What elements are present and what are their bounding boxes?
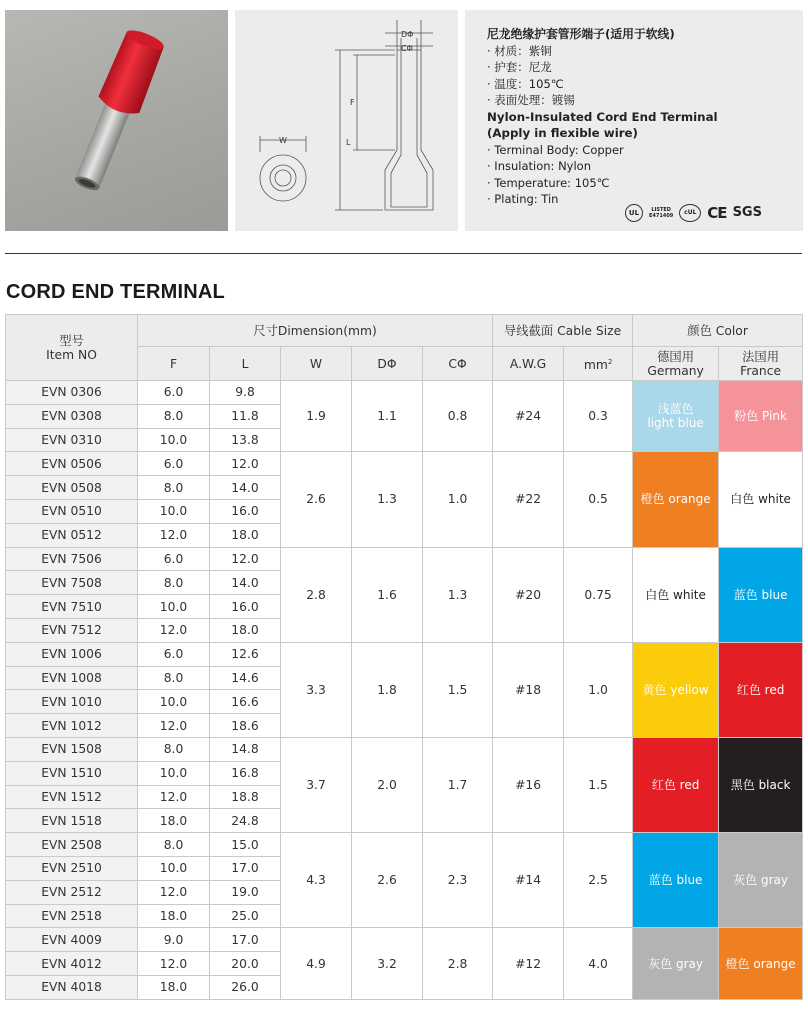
spec-title-en: Nylon-Insulated Cord End Terminal <box>487 109 718 124</box>
spec-line-cn: · 护套：尼龙 <box>487 60 552 74</box>
header-germany <box>633 347 719 381</box>
f-cell: 6.0 <box>138 452 210 476</box>
l-cell: 16.0 <box>210 595 281 619</box>
item-no-cell: EVN 1512 <box>6 785 138 809</box>
item-no-cell: EVN 1510 <box>6 761 138 785</box>
w-cell: 2.8 <box>281 547 352 642</box>
item-no-cell: EVN 1010 <box>6 690 138 714</box>
c-phi-cell: 1.7 <box>423 737 493 832</box>
c-phi-cell: 1.5 <box>423 642 493 737</box>
germany-color-cell <box>633 833 719 928</box>
mm2-cell: 0.5 <box>564 452 633 547</box>
item-no-cell: EVN 4009 <box>6 928 138 952</box>
germany-color-cell <box>633 642 719 737</box>
germany-color-label: 浅蓝色 <box>657 402 694 417</box>
l-cell: 12.0 <box>210 547 281 571</box>
mm2-cell: 1.0 <box>564 642 633 737</box>
section-divider <box>5 253 802 254</box>
awg-cell: #22 <box>493 452 564 547</box>
l-cell: 18.8 <box>210 785 281 809</box>
c-phi-cell: 2.8 <box>423 928 493 999</box>
f-cell: 8.0 <box>138 737 210 761</box>
end-view-outer <box>260 155 306 201</box>
spec-subtitle-en: (Apply in flexible wire) <box>487 126 638 140</box>
awg-cell: #24 <box>493 381 564 452</box>
item-no-cell: EVN 1008 <box>6 666 138 690</box>
header-d-phi: DΦ <box>352 347 423 381</box>
table-row <box>6 737 803 761</box>
france-color-cell: 白色 white <box>719 452 803 547</box>
item-no-cell: EVN 0310 <box>6 428 138 452</box>
l-cell: 12.0 <box>210 452 281 476</box>
item-no-cell: EVN 0506 <box>6 452 138 476</box>
table-row <box>6 833 803 857</box>
f-cell: 10.0 <box>138 761 210 785</box>
c-phi-cell: 0.8 <box>423 381 493 452</box>
cul-mark-icon: cUL <box>679 204 701 222</box>
l-cell: 20.0 <box>210 952 281 976</box>
d-phi-cell: 1.6 <box>352 547 423 642</box>
awg-cell: #14 <box>493 833 564 928</box>
germany-color-label: 橙色 orange <box>640 492 711 507</box>
f-cell: 12.0 <box>138 880 210 904</box>
spec-line-en: · Temperature: 105℃ <box>487 175 610 190</box>
l-cell: 24.8 <box>210 809 281 833</box>
f-cell: 8.0 <box>138 666 210 690</box>
germany-color-cell <box>633 452 719 547</box>
l-cell: 25.0 <box>210 904 281 928</box>
france-color-cell: 黑色 black <box>719 737 803 832</box>
awg-cell: #16 <box>493 737 564 832</box>
header-mm-text: mm <box>583 358 608 373</box>
technical-drawing <box>235 10 458 231</box>
label-w: W <box>279 136 287 145</box>
table-row <box>6 547 803 571</box>
spec-line-en: · Insulation: Nylon <box>487 159 591 173</box>
table-row <box>6 642 803 666</box>
f-cell: 12.0 <box>138 618 210 642</box>
c-phi-cell: 1.0 <box>423 452 493 547</box>
d-phi-cell: 1.8 <box>352 642 423 737</box>
item-no-cell: EVN 1518 <box>6 809 138 833</box>
c-phi-cell: 1.3 <box>423 547 493 642</box>
d-phi-cell: 2.6 <box>352 833 423 928</box>
item-no-cell: EVN 7512 <box>6 618 138 642</box>
l-cell: 14.6 <box>210 666 281 690</box>
germany-color-label: 白色 white <box>645 587 706 602</box>
product-photo <box>5 10 228 231</box>
item-no-cell: EVN 7506 <box>6 547 138 571</box>
header-item-en: Item NO <box>46 347 97 362</box>
f-cell: 8.0 <box>138 404 210 428</box>
w-cell: 2.6 <box>281 452 352 547</box>
spec-line-cn: · 表面处理：镀锡 <box>487 93 575 107</box>
f-cell: 12.0 <box>138 523 210 547</box>
f-cell: 18.0 <box>138 975 210 999</box>
spec-table <box>5 314 803 1000</box>
header-l: L <box>210 347 281 381</box>
item-no-cell: EVN 0306 <box>6 381 138 405</box>
france-color-cell: 粉色 Pink <box>719 381 803 452</box>
header-france-en: France <box>740 363 782 378</box>
l-cell: 16.8 <box>210 761 281 785</box>
table-row <box>6 381 803 405</box>
header-germany-en: Germany <box>647 363 704 378</box>
germany-color-label: 红色 red <box>651 778 700 793</box>
l-cell: 18.0 <box>210 618 281 642</box>
listed-mark <box>649 207 673 219</box>
table-row <box>6 452 803 476</box>
item-no-cell: EVN 7510 <box>6 595 138 619</box>
listed-text: LISTED <box>651 207 671 213</box>
label-l: L <box>346 138 351 147</box>
header-mm2 <box>564 347 633 381</box>
w-cell: 1.9 <box>281 381 352 452</box>
item-no-cell: EVN 1508 <box>6 737 138 761</box>
section-title: CORD END TERMINAL <box>6 281 225 303</box>
header-germany-cn: 德国用 <box>657 349 695 364</box>
f-cell: 18.0 <box>138 809 210 833</box>
awg-cell: #12 <box>493 928 564 999</box>
f-cell: 12.0 <box>138 785 210 809</box>
spec-line-en: · Plating: Tin <box>487 192 559 206</box>
f-cell: 10.0 <box>138 856 210 880</box>
germany-color-label: 灰色 gray <box>648 956 703 971</box>
item-no-cell: EVN 0308 <box>6 404 138 428</box>
france-color-cell: 蓝色 blue <box>719 547 803 642</box>
item-no-cell: EVN 4012 <box>6 952 138 976</box>
l-cell: 26.0 <box>210 975 281 999</box>
f-cell: 6.0 <box>138 547 210 571</box>
item-no-cell: EVN 4018 <box>6 975 138 999</box>
mm2-cell: 1.5 <box>564 737 633 832</box>
item-no-cell: EVN 0508 <box>6 476 138 500</box>
listed-number: E471409 <box>649 213 674 219</box>
header-france-cn: 法国用 <box>742 349 780 364</box>
ce-mark-icon: CE <box>707 203 727 222</box>
c-phi-cell: 2.3 <box>423 833 493 928</box>
header-w: W <box>281 347 352 381</box>
item-no-cell: EVN 2512 <box>6 880 138 904</box>
end-view-middle <box>270 165 296 191</box>
f-cell: 10.0 <box>138 690 210 714</box>
l-cell: 14.0 <box>210 476 281 500</box>
france-color-cell: 橙色 orange <box>719 928 803 999</box>
label-c-phi: CΦ <box>401 44 413 53</box>
l-cell: 16.6 <box>210 690 281 714</box>
table-row <box>6 928 803 952</box>
germany-color-label: 黄色 yellow <box>642 682 709 697</box>
l-cell: 18.6 <box>210 714 281 738</box>
l-cell: 12.6 <box>210 642 281 666</box>
item-no-cell: EVN 1012 <box>6 714 138 738</box>
cord-end-terminal-photo <box>5 10 228 231</box>
l-cell: 14.8 <box>210 737 281 761</box>
header-awg: A.W.G <box>493 347 564 381</box>
d-phi-cell: 3.2 <box>352 928 423 999</box>
mm2-cell: 2.5 <box>564 833 633 928</box>
f-cell: 18.0 <box>138 904 210 928</box>
header-cable-size: 导线截面 Cable Size <box>493 315 633 347</box>
f-cell: 6.0 <box>138 642 210 666</box>
item-no-cell: EVN 2510 <box>6 856 138 880</box>
f-cell: 12.0 <box>138 714 210 738</box>
l-cell: 13.8 <box>210 428 281 452</box>
f-cell: 8.0 <box>138 571 210 595</box>
f-cell: 10.0 <box>138 428 210 452</box>
header-mm-sup: 2 <box>607 357 613 366</box>
d-phi-cell: 2.0 <box>352 737 423 832</box>
spec-line-cn: · 材质：紫铜 <box>487 43 552 58</box>
w-cell: 4.9 <box>281 928 352 999</box>
item-no-cell: EVN 0512 <box>6 523 138 547</box>
awg-cell: #18 <box>493 642 564 737</box>
item-no-cell: EVN 2508 <box>6 833 138 857</box>
france-color-cell: 红色 red <box>719 642 803 737</box>
l-cell: 15.0 <box>210 833 281 857</box>
label-d-phi: DΦ <box>401 30 414 39</box>
l-cell: 17.0 <box>210 928 281 952</box>
germany-color-cell <box>633 737 719 832</box>
germany-color-cell <box>633 928 719 999</box>
f-cell: 10.0 <box>138 595 210 619</box>
awg-cell: #20 <box>493 547 564 642</box>
france-color-cell: 灰色 gray <box>719 833 803 928</box>
germany-color-label: light blue <box>647 416 704 431</box>
germany-color-label: 蓝色 blue <box>648 873 703 888</box>
header-color: 颜色 Color <box>633 315 803 347</box>
ul-mark-icon: UL <box>625 204 643 222</box>
spec-panel <box>465 10 803 231</box>
f-cell: 6.0 <box>138 381 210 405</box>
l-cell: 11.8 <box>210 404 281 428</box>
germany-color-cell <box>633 381 719 452</box>
label-f: F <box>350 98 355 107</box>
d-phi-cell: 1.1 <box>352 381 423 452</box>
l-cell: 18.0 <box>210 523 281 547</box>
l-cell: 9.8 <box>210 381 281 405</box>
header-item-no <box>6 315 138 381</box>
header-c-phi: CΦ <box>423 347 493 381</box>
spec-line-cn: · 温度：105℃ <box>487 76 564 91</box>
mm2-cell: 0.3 <box>564 381 633 452</box>
l-cell: 16.0 <box>210 499 281 523</box>
f-cell: 8.0 <box>138 476 210 500</box>
mm2-cell: 0.75 <box>564 547 633 642</box>
header-f: F <box>138 347 210 381</box>
l-cell: 19.0 <box>210 880 281 904</box>
d-phi-cell: 1.3 <box>352 452 423 547</box>
l-cell: 14.0 <box>210 571 281 595</box>
sgs-mark-icon: SGS <box>732 204 762 220</box>
mm2-cell: 4.0 <box>564 928 633 999</box>
spec-title-cn: 尼龙绝缘护套管形端子(适用于软线) <box>487 27 675 41</box>
w-cell: 3.3 <box>281 642 352 737</box>
w-cell: 4.3 <box>281 833 352 928</box>
certification-marks <box>625 202 762 224</box>
item-no-cell: EVN 7508 <box>6 571 138 595</box>
f-cell: 9.0 <box>138 928 210 952</box>
item-no-cell: EVN 1006 <box>6 642 138 666</box>
l-cell: 17.0 <box>210 856 281 880</box>
f-cell: 10.0 <box>138 499 210 523</box>
f-cell: 12.0 <box>138 952 210 976</box>
f-cell: 8.0 <box>138 833 210 857</box>
header-france <box>719 347 803 381</box>
spec-line-en: · Terminal Body: Copper <box>487 142 624 157</box>
header-dimension: 尺寸Dimension(mm) <box>138 315 493 347</box>
header-item-cn: 型号 <box>59 333 84 348</box>
item-no-cell: EVN 2518 <box>6 904 138 928</box>
germany-color-cell <box>633 547 719 642</box>
w-cell: 3.7 <box>281 737 352 832</box>
item-no-cell: EVN 0510 <box>6 499 138 523</box>
end-view-inner <box>275 170 291 186</box>
